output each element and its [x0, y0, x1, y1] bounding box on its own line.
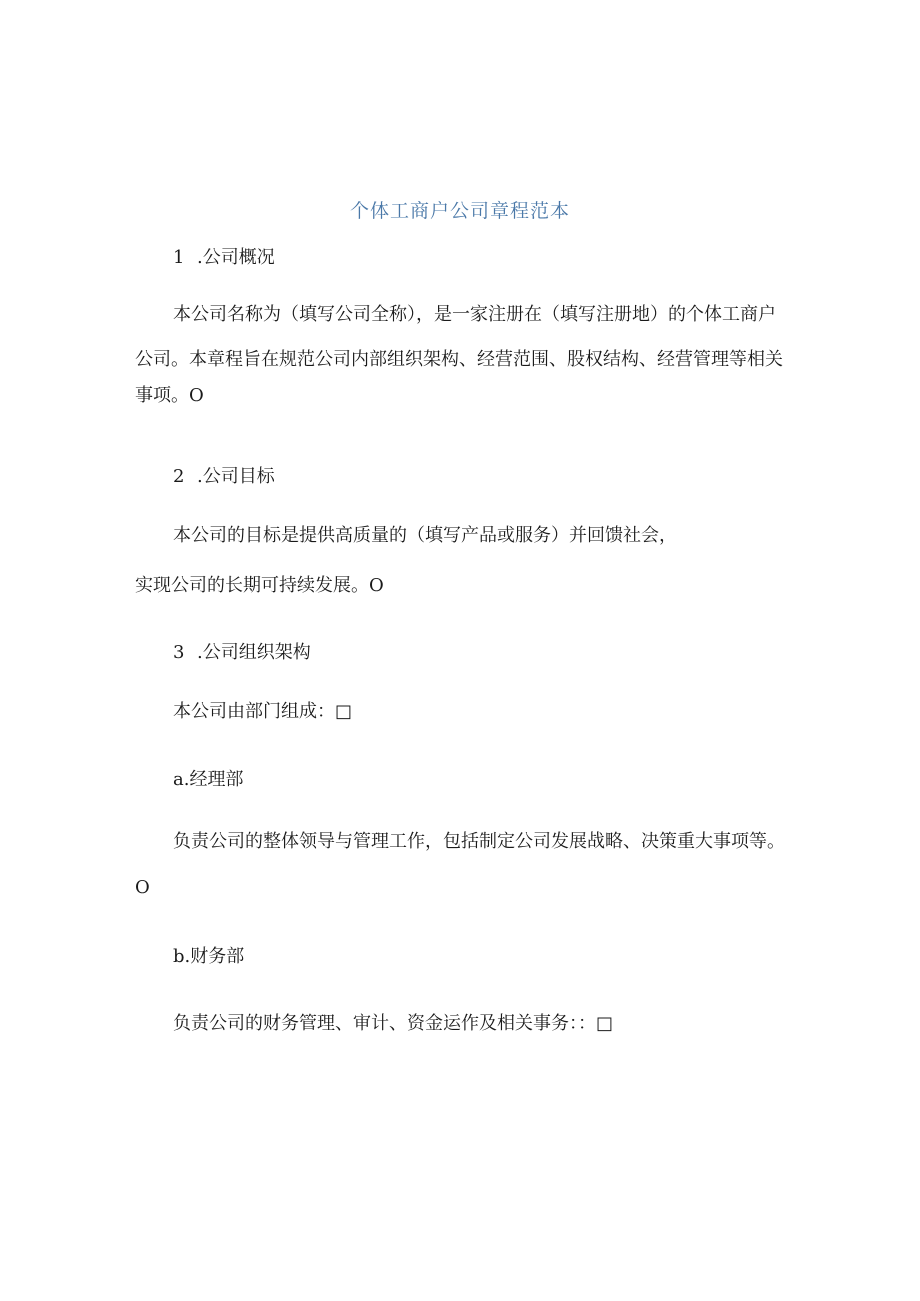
section-3-intro: 本公司由部门组成：□ — [173, 701, 353, 722]
section-heading-text: .公司组织架构 — [197, 642, 311, 663]
department-description-line-1: 负责公司的财务管理、审计、资金运作及相关事务：：□ — [173, 1013, 614, 1034]
section-1-paragraph-line-1: 本公司名称为（填写公司全称），是一家注册在（填写注册地）的个体工商户 — [173, 304, 776, 325]
section-2-paragraph-line-1: 本公司的目标是提供高质量的（填写产品或服务）并回馈社会， — [173, 525, 677, 546]
section-1-paragraph-line-3: 事项。O — [135, 385, 204, 406]
section-2-heading — [173, 462, 853, 492]
section-number: 2 — [173, 466, 185, 487]
department-description-line-2: O — [135, 877, 150, 898]
section-number: 1 — [173, 247, 185, 268]
section-1-paragraph-line-2: 公司。本章程旨在规范公司内部组织架构、经营范围、股权结构、经营管理等相关 — [135, 349, 783, 370]
section-number: 3 — [173, 642, 185, 663]
section-2-paragraph-line-2: 实现公司的长期可持续发展。O — [135, 575, 384, 596]
department-description-line-1: 负责公司的整体领导与管理工作，包括制定公司发展战略、决策重大事项等。 — [173, 831, 785, 852]
section-heading-text: .公司概况 — [197, 247, 275, 268]
section-1-heading — [173, 243, 853, 273]
department-name: a.经理部 — [173, 769, 244, 790]
document-title: 个体工商户公司章程范本 — [349, 200, 570, 222]
department-name: b.财务部 — [173, 946, 245, 967]
section-heading-text: .公司目标 — [197, 466, 275, 487]
section-3-heading — [173, 638, 853, 668]
